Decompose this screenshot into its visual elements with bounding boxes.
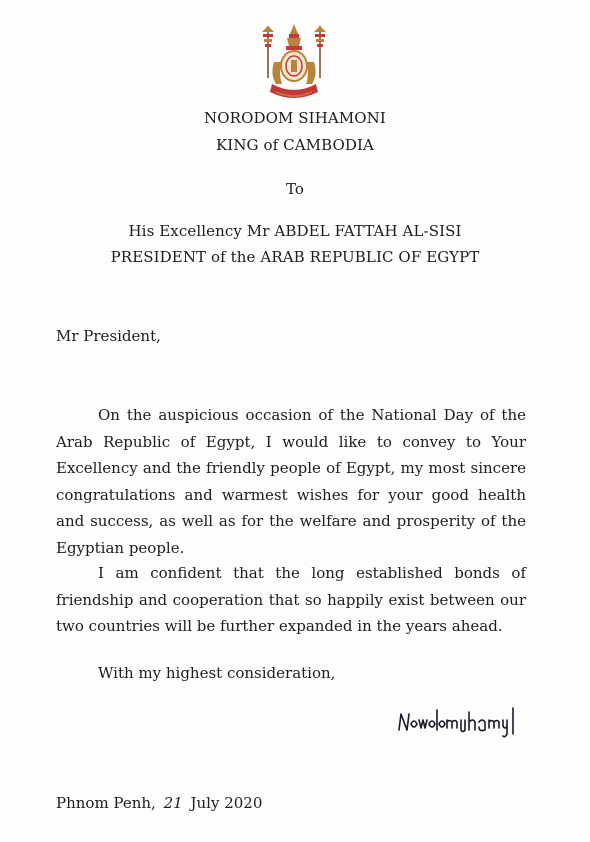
to-label: To [285, 180, 305, 198]
recipient-name: His Excellency Mr ABDEL FATTAH AL-SISI [128, 222, 462, 240]
place-name: Phnom Penh, [56, 794, 156, 812]
body-paragraph: I am confident that the long established bonds of friendship and cooperation that so happily exist between our two countries will be further expanded in the years ahead. [56, 564, 526, 635]
date-month-year: July 2020 [190, 794, 263, 812]
sender-name: NORODOM SIHAMONI [204, 109, 386, 127]
date-day: 21 [163, 794, 183, 812]
royal-coat-of-arms-icon [256, 22, 332, 104]
handwritten-signature-icon [395, 700, 525, 744]
body-paragraph: On the auspicious occasion of the National Day of the Arab Republic of Egypt, I would like to convey to Your Excellency and the friendly people of Egypt, my most sincere congratulations and warmest wishes for your good health and success, as well as for the welfare and prosperity of the Egyptian people. [56, 406, 526, 557]
recipient-title: PRESIDENT of the ARAB REPUBLIC OF EGYPT [110, 248, 480, 266]
salutation: Mr President, [56, 327, 161, 345]
closing-line: With my highest consideration, [98, 664, 336, 682]
sender-title: KING of CAMBODIA [215, 136, 374, 154]
place-date-line [56, 794, 262, 812]
